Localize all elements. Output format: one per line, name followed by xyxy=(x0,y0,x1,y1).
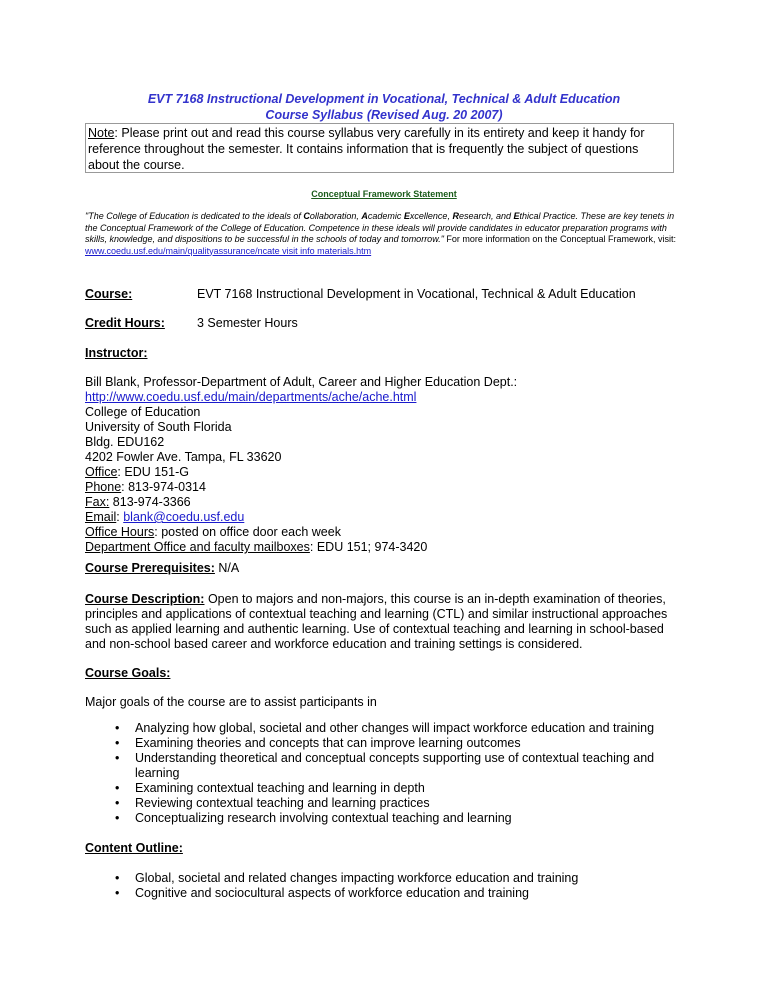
phone-line: Phone: 813-974-0314 xyxy=(85,480,206,494)
framework-heading: Conceptual Framework Statement xyxy=(311,189,457,199)
list-item: • Analyzing how global, societal and other changes will impact workforce education and training xyxy=(85,721,685,736)
building: Bldg. EDU162 xyxy=(85,435,165,449)
list-item: • Conceptualizing research involving contextual teaching and learning xyxy=(85,811,685,826)
instructor-label: Instructor: xyxy=(85,346,148,360)
page-title xyxy=(0,91,768,123)
list-item: • Cognitive and sociocultural aspects of workforce education and training xyxy=(85,886,685,901)
outline-list xyxy=(85,871,685,901)
office-line: Office: EDU 151-G xyxy=(85,465,189,479)
list-item: • Understanding theoretical and conceptual concepts supporting use of contextual teaching and learning xyxy=(85,751,685,781)
department-office-line: Department Office and faculty mailboxes: EDU 151; 974-3420 xyxy=(85,540,428,554)
college: College of Education xyxy=(85,405,201,419)
list-item: • Reviewing contextual teaching and learning practices xyxy=(85,796,685,811)
email-line: Email: blank@coedu.usf.edu xyxy=(85,510,245,524)
note-label: Note xyxy=(88,126,115,140)
framework-link[interactable]: www.coedu.usf.edu/main/qualityassurance/ncate visit info materials.htm xyxy=(85,245,372,256)
office-hours-line: Office Hours: posted on office door each week xyxy=(85,525,341,539)
credit-value: 3 Semester Hours xyxy=(197,316,298,330)
course-value: EVT 7168 Instructional Development in Vocational, Technical & Adult Education xyxy=(197,287,636,301)
goals-label: Course Goals: xyxy=(85,666,171,680)
title-line-1: EVT 7168 Instructional Development in Vocational, Technical & Adult Education xyxy=(147,92,621,106)
framework-statement: "The College of Education is dedicated to the ideals of Collaboration, Academic Excellence, Research, and Ethical Practice. These are key tenets in the Conceptual Framework of the College of Education. Competence in these ideals will provide candidates in educator preparation programs with skills, knowledge, and dispositions to be successful in the schools of today and tomorrow." For more information on the Conceptual Framework, visit: www.coedu.usf.edu/main/qualityassurance/ncate visit info materials.htm xyxy=(85,211,676,256)
address: 4202 Fowler Ave. Tampa, FL 33620 xyxy=(85,450,282,464)
list-item: • Examining contextual teaching and learning in depth xyxy=(85,781,685,796)
instructor-block xyxy=(85,375,685,555)
list-item: • Global, societal and related changes impacting workforce education and training xyxy=(85,871,685,886)
email-link[interactable]: blank@coedu.usf.edu xyxy=(123,510,245,524)
list-item: • Examining theories and concepts that can improve learning outcomes xyxy=(85,736,685,751)
credit-row xyxy=(85,316,685,332)
course-row xyxy=(85,287,685,303)
note-text: : Please print out and read this course syllabus very carefully in its entirety and keep it handy for reference throughout the semester. It contains information that is frequently the subject of questions about the course. xyxy=(88,126,645,172)
note-box xyxy=(85,123,674,173)
prerequisites: Course Prerequisites: N/A xyxy=(85,561,240,575)
university: University of South Florida xyxy=(85,420,232,434)
course-label: Course: xyxy=(85,287,133,301)
outline-label: Content Outline: xyxy=(85,841,183,855)
fax-line: Fax: 813-974-3366 xyxy=(85,495,191,509)
instructor-name: Bill Blank, Professor-Department of Adult, Career and Higher Education Dept.: xyxy=(85,375,518,389)
goals-list xyxy=(85,721,685,826)
goals-intro: Major goals of the course are to assist participants in xyxy=(85,695,377,709)
title-line-2: Course Syllabus (Revised Aug. 20 2007) xyxy=(265,108,503,122)
course-description: Course Description: Open to majors and non-majors, this course is an in-depth examination of theories, principles and applications of contextual teaching and learning (CTL) and similar instructional approaches such as applied learning and authentic learning. Use of contextual teaching and learning in school-based and non-school based career and workforce education and training settings is considered. xyxy=(85,592,668,651)
credit-label: Credit Hours: xyxy=(85,316,165,330)
department-link[interactable]: http://www.coedu.usf.edu/main/departments/ache/ache.html xyxy=(85,390,417,404)
